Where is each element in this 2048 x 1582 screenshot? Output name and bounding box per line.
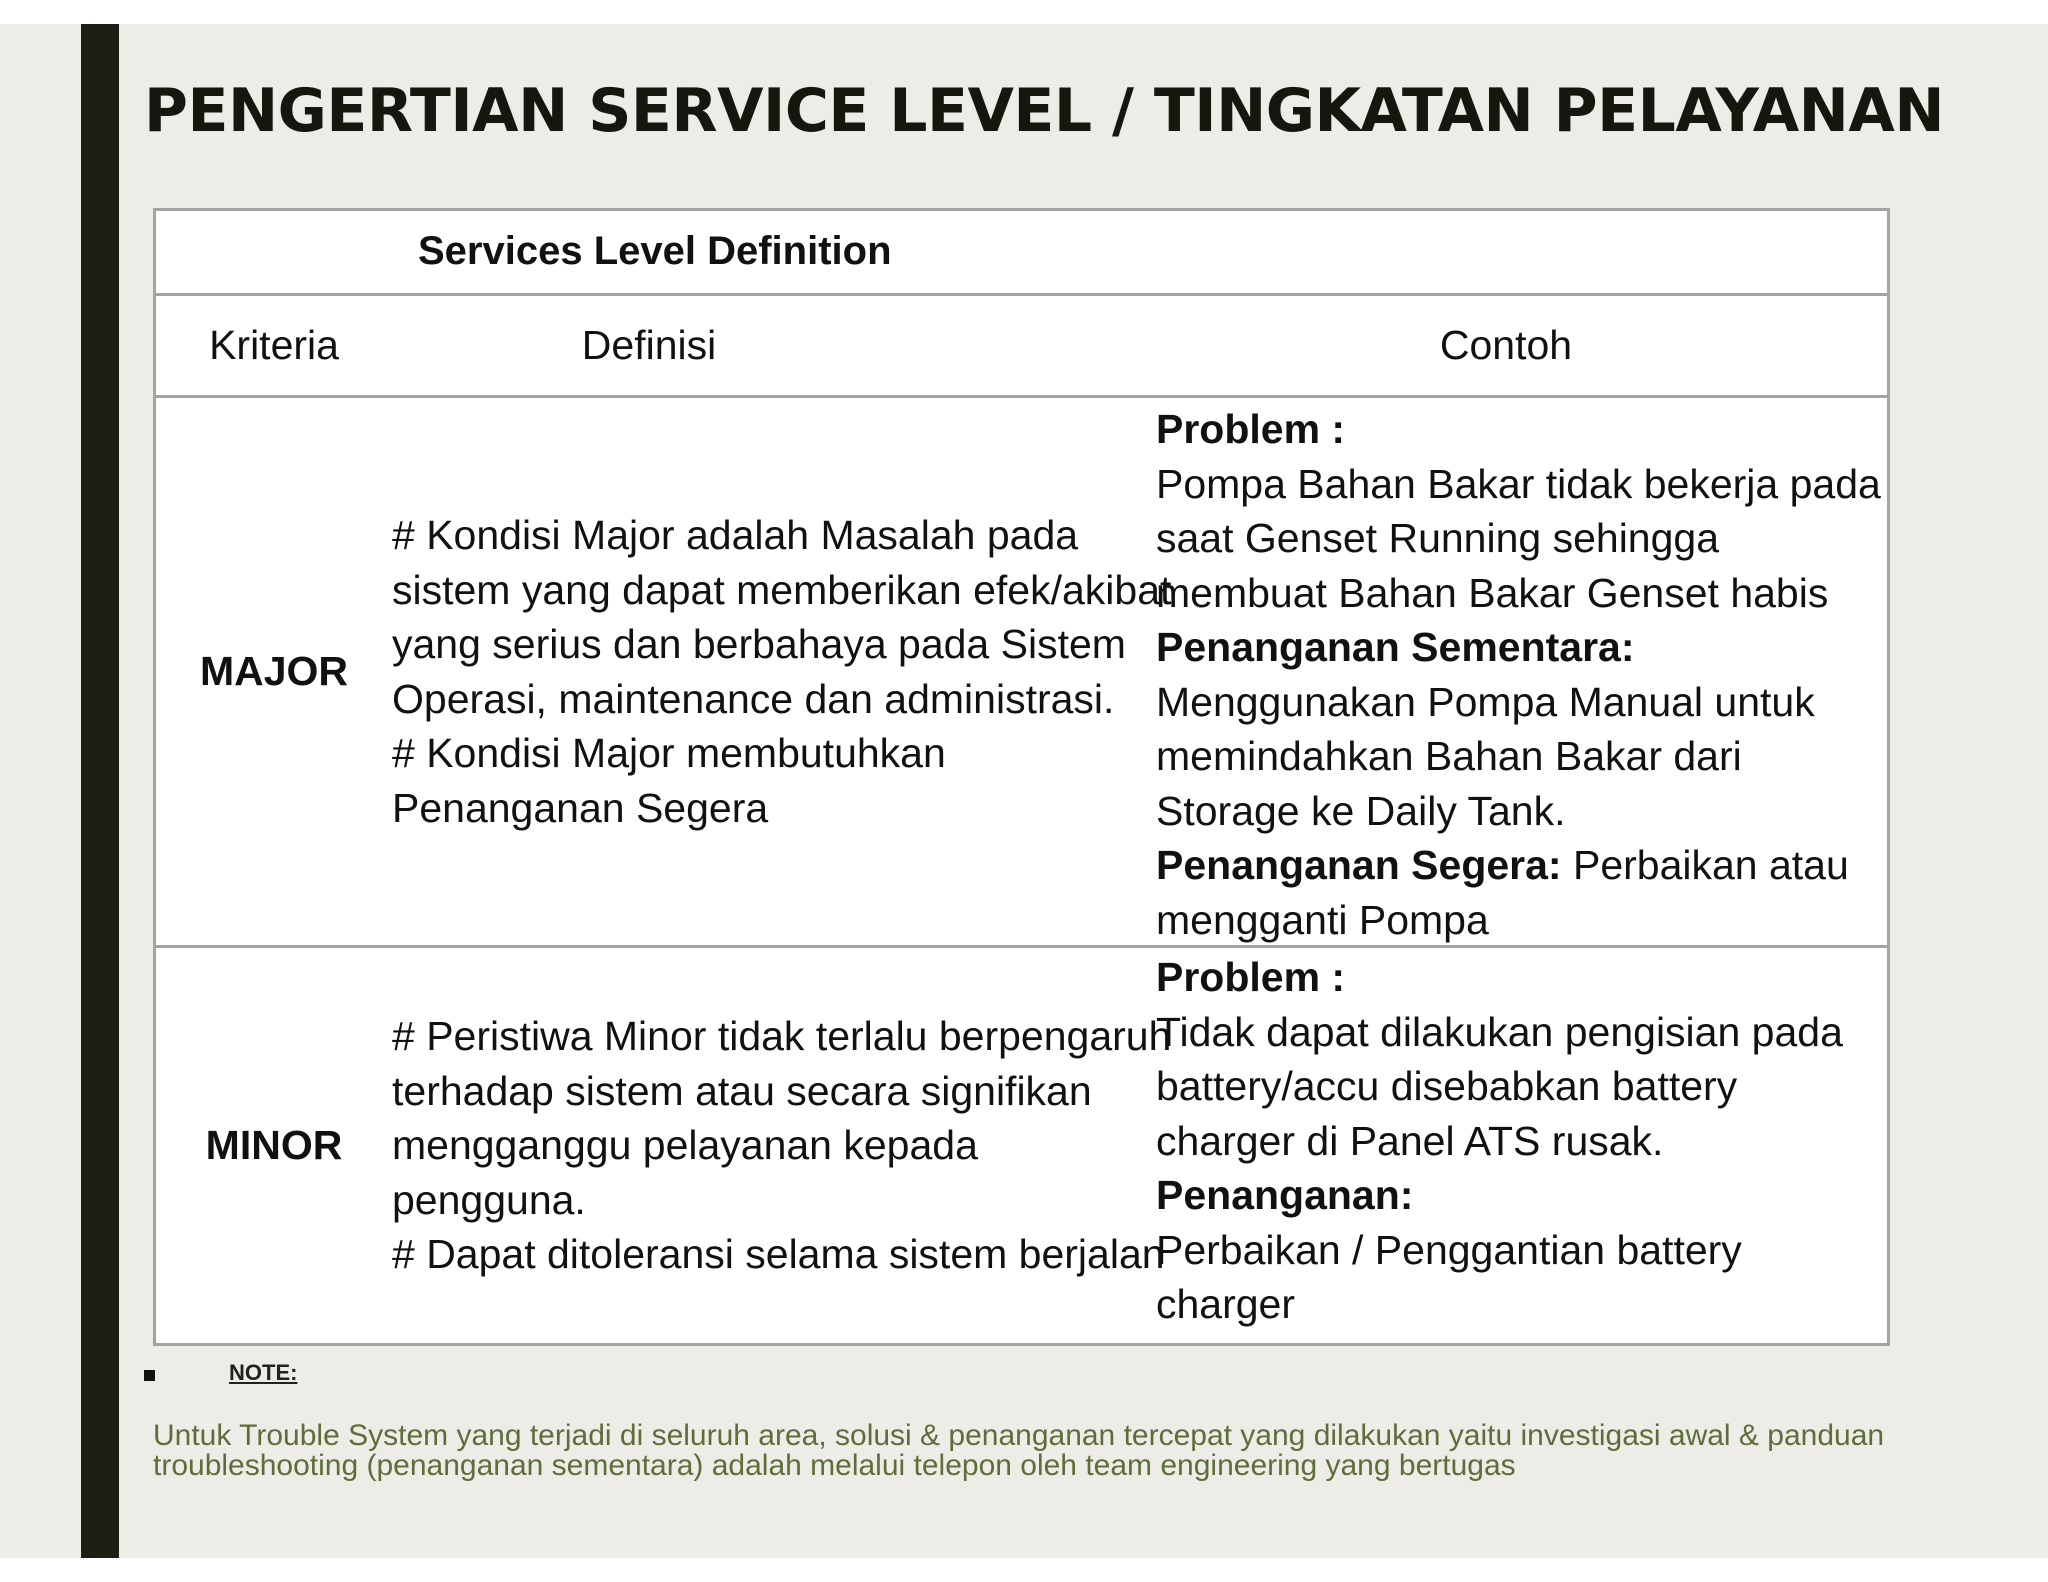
problem-text: Tidak dapat dilakukan pengisian pada battery/accu disebabkan battery charger di Panel ATS rusak. <box>1156 1008 1843 1164</box>
contoh-cell <box>1156 950 1886 1332</box>
contoh-cell <box>1156 402 1886 947</box>
header-contoh: Contoh <box>1439 322 1573 368</box>
handling-text: Perbaikan / Penggantian battery charger <box>1156 1226 1742 1327</box>
definisi-cell <box>392 398 1172 945</box>
header-definisi: Definisi <box>581 322 717 368</box>
table-caption: Services Level Definition <box>418 229 892 273</box>
table-row-minor <box>156 945 1887 1343</box>
definisi-text: # Peristiwa Minor tidak terlalu berpengaruh terhadap sistem atau secara signifikan mengganggu pelayanan kepada pengguna. <box>392 1013 1172 1223</box>
note-label: NOTE: <box>229 1360 298 1385</box>
problem-text: Pompa Bahan Bakar tidak bekerja pada saat Genset Running sehingga membuat Bahan Bakar Genset habis <box>1156 460 1881 616</box>
kriteria-cell: MAJOR <box>199 648 349 694</box>
slide <box>0 24 2048 1558</box>
kriteria-cell: MINOR <box>205 1122 343 1168</box>
definisi-text: # Kondisi Major adalah Masalah pada sistem yang dapat memberikan efek/akibat yang serius dan berbahaya pada Sistem Operasi, maintenance dan administrasi. <box>392 512 1172 722</box>
definisi-text: # Dapat ditoleransi selama sistem berjalan <box>392 1231 1165 1278</box>
definisi-text: # Kondisi Major membutuhkan Penanganan Segera <box>392 730 946 831</box>
urgent-handling-label: Penanganan Segera: <box>1156 842 1562 888</box>
urgent-handling <box>1156 838 1886 947</box>
handling-label: Penanganan: <box>1156 1172 1414 1218</box>
service-level-table <box>153 208 1890 1346</box>
header-kriteria: Kriteria <box>209 322 339 368</box>
table-caption-row <box>156 211 1887 293</box>
page-title: PENGERTIAN SERVICE LEVEL / TINGKATAN PELAYANAN <box>144 76 1945 146</box>
temporary-handling-label: Penanganan Sementara: <box>1156 624 1635 670</box>
problem-label: Problem : <box>1156 406 1346 452</box>
table-row-major <box>156 395 1887 945</box>
urgent-handling-text: Perbaikan atau mengganti Pompa <box>1156 842 1849 943</box>
temporary-handling-text: Menggunakan Pompa Manual untuk memindahkan Bahan Bakar dari Storage ke Daily Tank. <box>1156 678 1815 834</box>
note-text: Untuk Trouble System yang terjadi di seluruh area, solusi & penanganan tercepat yang dilakukan yaitu investigasi awal & panduan troubleshooting (penanganan sementara) adalah melalui telepon oleh team engineering yang bertugas <box>153 1419 1885 1482</box>
definisi-cell <box>392 948 1172 1343</box>
side-accent-bar <box>81 24 119 1558</box>
table-header-row <box>156 293 1887 395</box>
problem-label: Problem : <box>1156 954 1346 1000</box>
note-bullet <box>144 1370 155 1381</box>
